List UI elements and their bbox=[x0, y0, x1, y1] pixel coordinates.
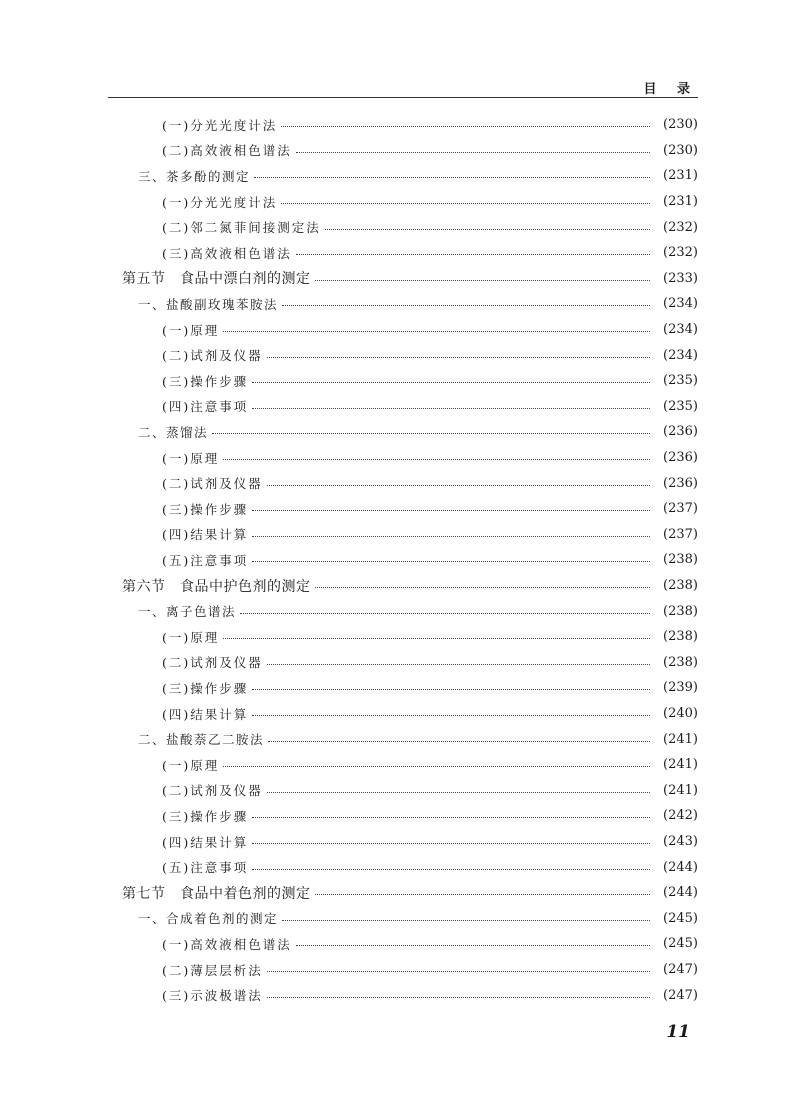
toc-entry-title: (一)高效液相色谱法 bbox=[162, 936, 292, 952]
toc-entry bbox=[0, 752, 790, 778]
dot-leader bbox=[315, 280, 651, 281]
toc-entry-title: (二)试剂及仪器 bbox=[162, 783, 263, 799]
dot-leader bbox=[254, 177, 650, 178]
toc-entry-title: (四)结果计算 bbox=[162, 706, 249, 722]
toc-entry-title: 第五节 食品中漂白剂的测定 bbox=[122, 271, 311, 288]
toc-entry bbox=[0, 650, 790, 676]
toc-entry bbox=[0, 931, 790, 957]
toc-entry-page: (238) bbox=[663, 603, 698, 619]
toc-entry-title: (三)示波极谱法 bbox=[162, 988, 263, 1004]
dot-leader bbox=[267, 485, 650, 486]
toc-entry-page: (244) bbox=[663, 885, 698, 901]
dot-leader bbox=[223, 331, 650, 332]
toc-entry-page: (235) bbox=[663, 398, 698, 414]
toc-entry-page: (236) bbox=[663, 424, 698, 440]
toc-entry-title: (二)邻二氮菲间接测定法 bbox=[162, 220, 321, 236]
toc-entry-page: (236) bbox=[663, 475, 698, 491]
toc-entry bbox=[0, 189, 790, 215]
toc-entry bbox=[0, 880, 790, 906]
toc-entry-page: (238) bbox=[663, 629, 698, 645]
dot-leader bbox=[325, 229, 650, 230]
toc-entry bbox=[0, 778, 790, 804]
toc-entry-title: (四)注意事项 bbox=[162, 399, 249, 415]
toc-entry-title: (二)薄层层析法 bbox=[162, 962, 263, 978]
dot-leader bbox=[212, 433, 650, 434]
toc-entry bbox=[0, 394, 790, 420]
toc-entry-page: (238) bbox=[663, 578, 698, 594]
dot-leader bbox=[252, 715, 650, 716]
toc-entry-title: (二)高效液相色谱法 bbox=[162, 143, 292, 159]
dot-leader bbox=[252, 843, 650, 844]
dot-leader bbox=[296, 152, 650, 153]
toc-entry-title: (二)试剂及仪器 bbox=[162, 655, 263, 671]
dot-leader bbox=[252, 869, 650, 870]
toc-entry bbox=[0, 982, 790, 1008]
dot-leader bbox=[252, 382, 650, 383]
toc-entry-title: (二)试剂及仪器 bbox=[162, 348, 263, 364]
toc-entry bbox=[0, 368, 790, 394]
toc-entry-page: (238) bbox=[663, 552, 698, 568]
toc-entry-title: (三)高效液相色谱法 bbox=[162, 245, 292, 261]
dot-leader bbox=[252, 536, 650, 537]
toc-entry bbox=[0, 624, 790, 650]
toc-entry bbox=[0, 317, 790, 343]
toc-entry bbox=[0, 726, 790, 752]
toc-entry bbox=[0, 701, 790, 727]
toc-entry-title: (二)试剂及仪器 bbox=[162, 476, 263, 492]
dot-leader bbox=[267, 664, 650, 665]
toc-entry-page: (232) bbox=[663, 219, 698, 235]
header-rule bbox=[108, 97, 698, 98]
dot-leader bbox=[252, 510, 650, 511]
toc-entry-title: (一)分光光度计法 bbox=[162, 194, 278, 210]
toc-entry-page: (243) bbox=[663, 834, 698, 850]
dot-leader bbox=[223, 459, 650, 460]
toc-entry-page: (241) bbox=[663, 782, 698, 798]
dot-leader bbox=[296, 945, 650, 946]
toc-entry bbox=[0, 291, 790, 317]
toc-entry-title: (一)分光光度计法 bbox=[162, 117, 278, 133]
toc-entry-page: (230) bbox=[663, 142, 698, 158]
toc-entry-title: 一、盐酸副玫瑰苯胺法 bbox=[138, 296, 279, 312]
toc-entry-title: 三、茶多酚的测定 bbox=[138, 168, 251, 184]
toc-entry-title: 一、合成着色剂的测定 bbox=[138, 911, 279, 927]
toc-entry bbox=[0, 266, 790, 292]
page-number: 11 bbox=[666, 1022, 690, 1042]
toc-entry bbox=[0, 470, 790, 496]
toc-entry-title: 第六节 食品中护色剂的测定 bbox=[122, 578, 311, 595]
toc-entry-title: 第七节 食品中着色剂的测定 bbox=[122, 885, 311, 902]
toc-entry bbox=[0, 675, 790, 701]
toc-entry-page: (234) bbox=[663, 296, 698, 312]
toc-entry-page: (238) bbox=[663, 654, 698, 670]
dot-leader bbox=[252, 561, 650, 562]
toc-entry-page: (231) bbox=[663, 168, 698, 184]
dot-leader bbox=[267, 792, 650, 793]
toc-entry-page: (247) bbox=[663, 987, 698, 1003]
dot-leader bbox=[252, 817, 650, 818]
dot-leader bbox=[252, 689, 650, 690]
toc-entry-title: (一)原理 bbox=[162, 322, 220, 338]
toc-entry bbox=[0, 573, 790, 599]
toc-entry-title: (三)操作步骤 bbox=[162, 808, 249, 824]
toc-entry bbox=[0, 803, 790, 829]
dot-leader bbox=[315, 587, 651, 588]
toc-entry bbox=[0, 445, 790, 471]
toc-entry-page: (245) bbox=[663, 936, 698, 952]
toc-entry-page: (245) bbox=[663, 910, 698, 926]
toc-entry-page: (240) bbox=[663, 706, 698, 722]
toc-entry-page: (237) bbox=[663, 526, 698, 542]
running-header-title: 目 录 bbox=[643, 82, 698, 97]
toc-entry-page: (237) bbox=[663, 501, 698, 517]
toc-entry-page: (231) bbox=[663, 194, 698, 210]
toc-entry-title: 二、蒸馏法 bbox=[138, 424, 209, 440]
dot-leader bbox=[268, 741, 650, 742]
toc-entry-page: (232) bbox=[663, 245, 698, 261]
toc-entry bbox=[0, 138, 790, 164]
dot-leader bbox=[296, 254, 650, 255]
toc-entry-title: (四)结果计算 bbox=[162, 527, 249, 543]
toc-entry-title: 二、盐酸萘乙二胺法 bbox=[138, 732, 265, 748]
toc-entry bbox=[0, 829, 790, 855]
toc-entry-title: (五)注意事项 bbox=[162, 860, 249, 876]
toc-entry-title: (一)原理 bbox=[162, 629, 220, 645]
dot-leader bbox=[281, 126, 650, 127]
toc-entry-page: (247) bbox=[663, 962, 698, 978]
toc-entry-title: 一、离子色谱法 bbox=[138, 604, 237, 620]
toc-entry bbox=[0, 854, 790, 880]
dot-leader bbox=[267, 997, 650, 998]
toc-entry-page: (230) bbox=[663, 117, 698, 133]
dot-leader bbox=[281, 203, 650, 204]
toc-entry-title: (四)结果计算 bbox=[162, 834, 249, 850]
toc-entry bbox=[0, 112, 790, 138]
toc-entry-title: (三)操作步骤 bbox=[162, 373, 249, 389]
toc-entry bbox=[0, 342, 790, 368]
dot-leader bbox=[267, 971, 650, 972]
toc-entry-page: (233) bbox=[663, 270, 698, 286]
toc-entry-page: (236) bbox=[663, 450, 698, 466]
toc-entry-title: (三)操作步骤 bbox=[162, 501, 249, 517]
toc-entry-page: (241) bbox=[663, 757, 698, 773]
toc-entry bbox=[0, 496, 790, 522]
dot-leader bbox=[252, 408, 650, 409]
dot-leader bbox=[315, 894, 651, 895]
toc-entry bbox=[0, 419, 790, 445]
dot-leader bbox=[282, 920, 650, 921]
toc-entry-title: (一)原理 bbox=[162, 757, 220, 773]
dot-leader bbox=[223, 766, 650, 767]
toc-entry-title: (一)原理 bbox=[162, 450, 220, 466]
dot-leader bbox=[282, 305, 650, 306]
dot-leader bbox=[240, 613, 650, 614]
toc-entry-title: (五)注意事项 bbox=[162, 552, 249, 568]
toc-entry-page: (241) bbox=[663, 731, 698, 747]
toc-entry bbox=[0, 957, 790, 983]
toc-entry-page: (234) bbox=[663, 347, 698, 363]
toc-entry-page: (235) bbox=[663, 373, 698, 389]
toc-entry bbox=[0, 240, 790, 266]
toc-entry-page: (244) bbox=[663, 859, 698, 875]
toc-entry bbox=[0, 163, 790, 189]
dot-leader bbox=[223, 638, 650, 639]
dot-leader bbox=[267, 357, 650, 358]
toc-entry bbox=[0, 214, 790, 240]
toc-entry-page: (242) bbox=[663, 808, 698, 824]
toc-entry bbox=[0, 906, 790, 932]
toc-entry-title: (三)操作步骤 bbox=[162, 680, 249, 696]
toc-entry-page: (234) bbox=[663, 322, 698, 338]
toc-entry bbox=[0, 598, 790, 624]
toc-entry bbox=[0, 547, 790, 573]
toc-entry-page: (239) bbox=[663, 680, 698, 696]
toc-entry bbox=[0, 522, 790, 548]
